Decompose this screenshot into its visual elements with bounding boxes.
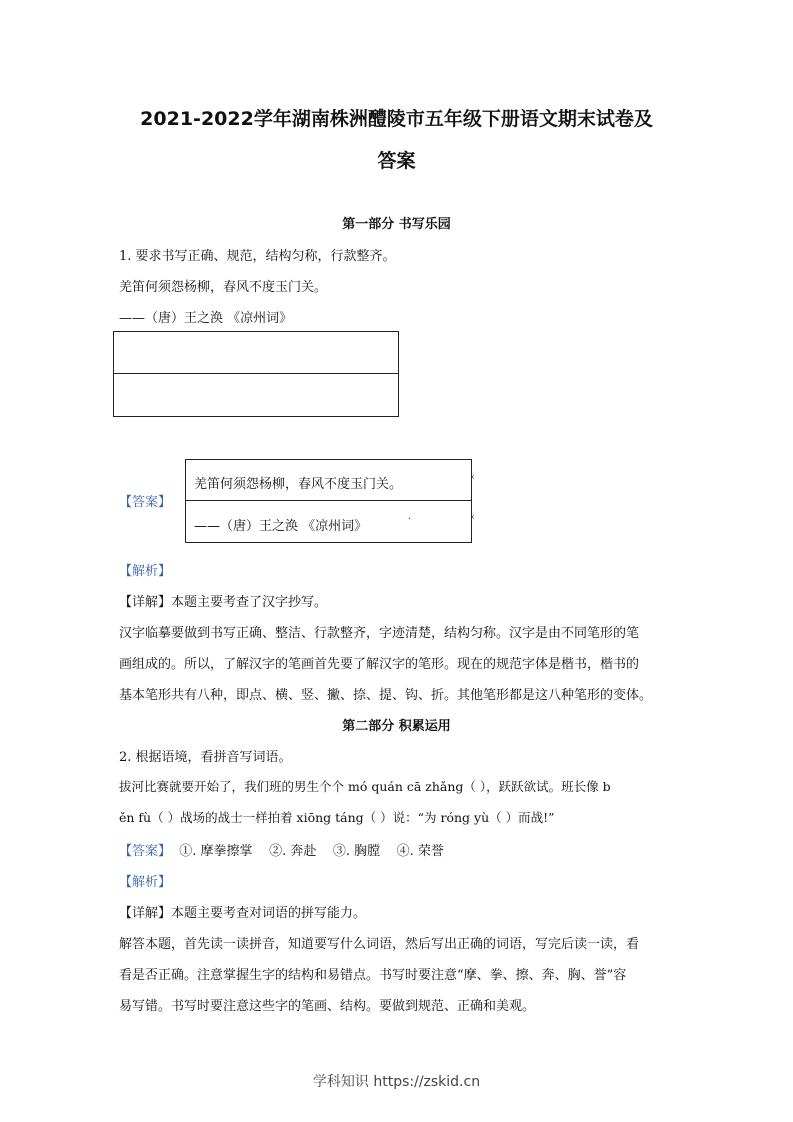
- page-title-line2: 答案: [377, 150, 416, 172]
- explanation-para: 看是否正确。注意掌握生字的结构和易错点。书写时要注意“摩、拳、擦、奔、胸、誉”容: [119, 968, 627, 983]
- question-1: 1. 要求书写正确、规范，结构匀称，行款整齐。: [119, 249, 396, 264]
- page-title: 2021-2022学年湖南株洲醴陵市五年级下册语文期末试卷及: [140, 108, 653, 130]
- jiexi-tag-2: 【解析】: [119, 875, 172, 890]
- question-2-text: ěn fù（ ）战场的战士一样拍着 xiōng táng（ ）说：“为 róng yù（ ）而战!”: [119, 810, 555, 825]
- poem-author: ——（唐）王之涣 《凉州词》: [119, 311, 293, 326]
- answer-text-2: ①. 摩拳擦掌 ②. 奔赴 ③. 胸膛 ④. 荣誉: [171, 844, 444, 859]
- answer-box-divider: [186, 500, 471, 501]
- explanation-para: 汉字临摹要做到书写正确、整洁、行款整齐，字迹清楚，结构匀称。汉字是由不同笔形的笔: [119, 626, 640, 641]
- footer-watermark: 学科知识 https://zskid.cn: [312, 1074, 481, 1090]
- poem-line: 羌笛何须怨杨柳，春风不度玉门关。: [119, 280, 328, 295]
- writing-box: [113, 331, 399, 417]
- answer-line-2: ——（唐）王之涣 《凉州词》: [194, 519, 368, 534]
- detail-1: 【详解】本题主要考查了汉字抄写。: [119, 595, 328, 610]
- answer-line-1: 羌笛何须怨杨柳，春风不度玉门关。: [194, 477, 403, 492]
- scan-mark: ·: [408, 514, 412, 525]
- section-heading-2: 第二部分 积累运用: [342, 719, 451, 734]
- explanation-para: 画组成的。所以，了解汉字的笔画首先要了解汉字的笔形。现在的规范字体是楷书，楷书的: [119, 657, 640, 672]
- answer-tag-2: 【答案】: [119, 844, 172, 859]
- scan-mark: ‹: [471, 512, 475, 523]
- explanation-para: 基本笔形共有八种，即点、横、竖、撇、捺、提、钩、折。其他笔形都是这八种笔形的变体。: [119, 688, 653, 703]
- question-2-text: 拔河比赛就要开始了，我们班的男生个个 mó quán cā zhǎng（ ），跃跃欲试。班长像 b: [119, 779, 611, 794]
- explanation-para: 易写错。书写时要注意这些字的笔画、结构。要做到规范、正确和美观。: [119, 999, 536, 1014]
- answer-box: [185, 459, 472, 543]
- question-2: 2. 根据语境，看拼音写词语。: [119, 750, 292, 765]
- answer-row-2: [119, 840, 444, 859]
- scan-mark: ‹: [471, 472, 475, 483]
- answer-tag-1: 【答案】: [119, 495, 172, 510]
- writing-box-divider: [114, 373, 398, 374]
- jiexi-tag-1: 【解析】: [119, 564, 172, 579]
- section-heading-1: 第一部分 书写乐园: [342, 217, 451, 232]
- detail-2: 【详解】本题主要考查对词语的拼写能力。: [119, 906, 367, 921]
- explanation-para: 解答本题，首先读一读拼音，知道要写什么词语，然后写出正确的词语，写完后读一读，看: [119, 937, 640, 952]
